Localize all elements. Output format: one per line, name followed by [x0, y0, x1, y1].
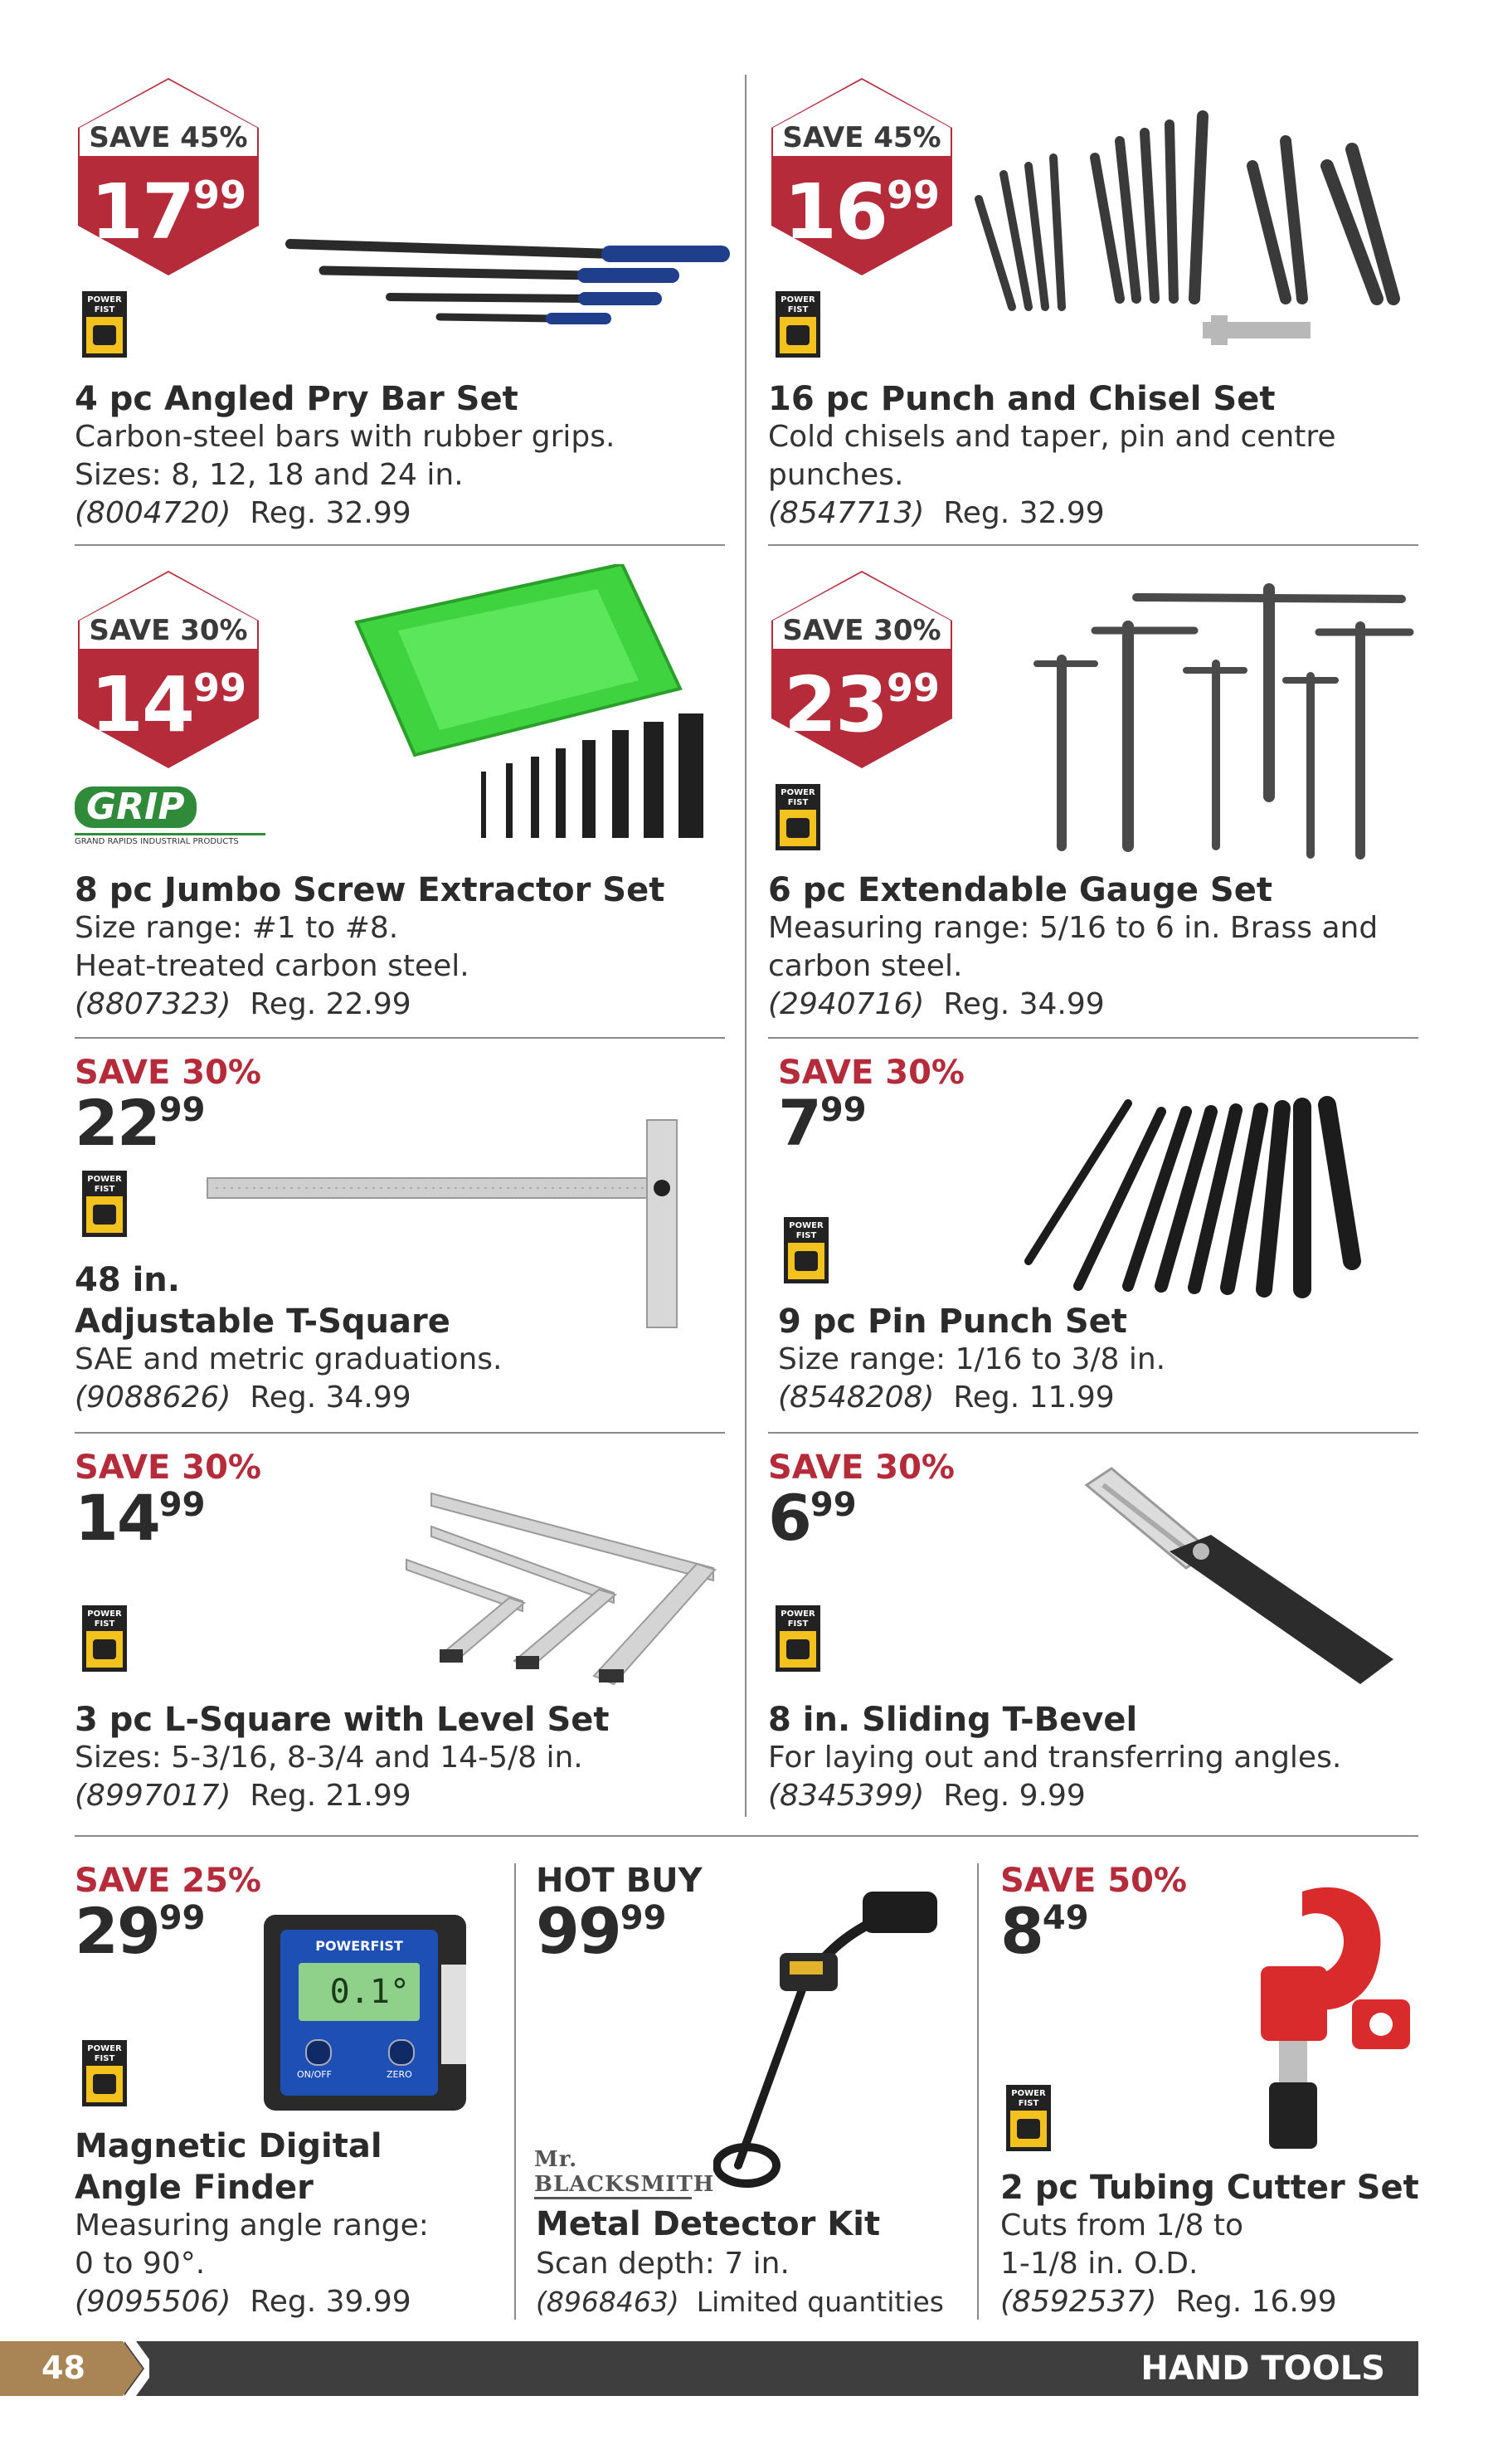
product-desc: Size range: #1 to #8. [75, 911, 399, 945]
column-divider [977, 1863, 979, 2320]
save-label: SAVE 45% [89, 121, 248, 154]
power-fist-logo [1005, 2084, 1052, 2152]
power-fist-logo [81, 1170, 128, 1238]
svg-text:POWER: POWER [781, 1609, 815, 1619]
price-badge [768, 567, 956, 772]
save-label: SAVE 30% [75, 1449, 261, 1487]
product-title: 48 in. [75, 1261, 180, 1299]
product-desc: Measuring range: 5/16 to 6 in. Brass and [768, 911, 1379, 945]
metal-detector-image [713, 1883, 962, 2190]
svg-text:POWER: POWER [789, 1221, 824, 1230]
product-desc: Measuring angle range: [75, 2208, 429, 2242]
save-label: SAVE 30% [75, 1054, 261, 1092]
product-title: Angle Finder [75, 2169, 314, 2207]
product-desc: Size range: 1/16 to 3/8 in. [778, 1342, 1166, 1376]
price-badge [768, 75, 956, 279]
reg-price: Reg. 21.99 [250, 1779, 411, 1813]
price [75, 1894, 206, 1968]
angle-finder-image [264, 1915, 466, 2111]
reg-price: Reg. 9.99 [943, 1779, 1086, 1813]
product-title: 8 in. Sliding T-Bevel [768, 1701, 1138, 1739]
power-fist-logo [775, 290, 821, 358]
price-cents: 99 [158, 1899, 206, 1937]
product-desc: Cuts from 1/8 to [1000, 2208, 1244, 2242]
reg-price: Reg. 34.99 [943, 987, 1105, 1021]
svg-text:FIST: FIST [787, 798, 809, 807]
column-divider [514, 1863, 516, 2320]
price-cents: 99 [620, 1899, 667, 1937]
svg-text:FIST: FIST [94, 305, 115, 314]
sku: (2940716) [768, 987, 925, 1021]
page-footer [0, 2341, 1493, 2396]
row-divider [768, 544, 1418, 546]
brand-name: GRIP [75, 786, 197, 828]
device-button-onoff: ON/OFF [297, 2069, 332, 2080]
reg-price: Reg. 22.99 [250, 987, 411, 1021]
tubing-cutter-image [1211, 1875, 1427, 2157]
svg-text:FIST: FIST [787, 305, 809, 314]
product-desc: 0 to 90°. [75, 2247, 206, 2281]
device-reading: 0.1° [329, 1973, 410, 2011]
screw-extractor-image [348, 564, 730, 863]
svg-text:FIST: FIST [787, 1619, 809, 1629]
price-cents: 99 [193, 173, 247, 217]
price-badge [75, 75, 262, 279]
product-desc: Cold chisels and taper, pin and centre [768, 420, 1336, 454]
save-label: SAVE 30% [778, 1054, 965, 1092]
sku: (8807323) [75, 987, 231, 1021]
reg-price: Limited quantities [696, 2286, 944, 2318]
save-label: SAVE 50% [1000, 1862, 1187, 1900]
product-desc: punches. [768, 458, 904, 492]
reg-price: Reg. 32.99 [250, 496, 411, 530]
sku: (8997017) [75, 1779, 231, 1813]
reg-price: Reg. 11.99 [953, 1381, 1115, 1415]
svg-text:POWER: POWER [781, 295, 815, 304]
pin-punch-image [1020, 1087, 1369, 1303]
svg-text:POWER: POWER [87, 295, 122, 304]
sku: (9095506) [75, 2285, 231, 2319]
sku: (8004720) [75, 496, 231, 530]
product-title: 8 pc Jumbo Screw Extractor Set [75, 871, 665, 909]
product-desc: Sizes: 8, 12, 18 and 24 in. [75, 458, 464, 492]
row-divider [768, 1037, 1418, 1039]
product-title: 4 pc Angled Pry Bar Set [75, 380, 518, 418]
price-cents: 49 [1042, 1899, 1089, 1937]
product-desc: For laying out and transferring angles. [768, 1741, 1342, 1775]
save-label: SAVE 25% [75, 1862, 261, 1900]
price-dollars: 22 [75, 1086, 159, 1160]
sku: (8592537) [1000, 2285, 1157, 2319]
product-title: Adjustable T-Square [75, 1303, 450, 1341]
brand-subtitle: GRAND RAPIDS INDUSTRIAL PRODUCTS [75, 833, 265, 846]
power-fist-logo [783, 1216, 829, 1284]
price-dollars: 8 [1000, 1894, 1043, 1968]
power-fist-logo [775, 1605, 821, 1673]
row-divider [75, 1432, 725, 1434]
price [768, 1481, 857, 1555]
price-dollars: 17 [90, 168, 193, 256]
power-fist-logo [81, 290, 128, 358]
product-title: Metal Detector Kit [536, 2205, 881, 2243]
price [536, 1894, 667, 1968]
product-title: 16 pc Punch and Chisel Set [768, 380, 1276, 418]
svg-text:POWER: POWER [87, 1609, 122, 1619]
svg-text:POWER: POWER [87, 2044, 122, 2053]
t-bevel-image [1070, 1460, 1402, 1701]
svg-text:POWER: POWER [781, 788, 815, 797]
save-label: SAVE 30% [89, 614, 248, 647]
sku: (8548208) [778, 1381, 935, 1415]
row-divider [75, 1037, 725, 1039]
product-title: 6 pc Extendable Gauge Set [768, 871, 1272, 909]
price-dollars: 14 [90, 660, 193, 749]
sku: (8968463) [536, 2286, 679, 2318]
product-title: 3 pc L-Square with Level Set [75, 1701, 610, 1739]
reg-price: Reg. 39.99 [250, 2285, 411, 2319]
grip-logo [75, 786, 265, 846]
device-brand: POWERFIST [315, 1938, 403, 1954]
sku: (8345399) [768, 1779, 925, 1813]
column-divider [745, 75, 746, 1817]
price-cents: 99 [193, 665, 247, 710]
svg-text:FIST: FIST [94, 1619, 115, 1629]
price-dollars: 99 [536, 1894, 620, 1968]
price-cents: 99 [887, 665, 941, 710]
price-dollars: 23 [783, 660, 887, 749]
sku: (9088626) [75, 1381, 231, 1415]
pry-bar-image [274, 232, 738, 340]
punch-chisel-image [970, 108, 1435, 357]
price-dollars: 14 [75, 1481, 159, 1555]
product-title: 2 pc Tubing Cutter Set [1000, 2169, 1419, 2207]
svg-text:POWER: POWER [87, 1175, 122, 1184]
blacksmith-logo [534, 2147, 715, 2199]
price-cents: 99 [887, 173, 941, 217]
section-title: HAND TOOLS [1140, 2350, 1385, 2388]
reg-price: Reg. 34.99 [250, 1381, 411, 1415]
price [778, 1086, 867, 1160]
price-cents: 99 [810, 1486, 857, 1524]
product-desc: Scan depth: 7 in. [536, 2247, 790, 2281]
price-cents: 99 [158, 1091, 206, 1129]
row-divider [75, 1835, 1418, 1837]
power-fist-logo [775, 783, 821, 851]
svg-text:FIST: FIST [94, 1185, 115, 1194]
svg-text:FIST: FIST [94, 2054, 115, 2063]
price-dollars: 6 [768, 1481, 810, 1555]
svg-text:FIST: FIST [1018, 2099, 1039, 2108]
product-desc: Carbon-steel bars with rubber grips. [75, 420, 615, 454]
gauge-set-image [1020, 581, 1418, 863]
power-fist-logo [81, 1605, 128, 1673]
l-square-image [390, 1477, 722, 1692]
save-label: HOT BUY [536, 1862, 703, 1900]
page-number: 48 [41, 2350, 85, 2386]
save-label: SAVE 30% [782, 614, 941, 647]
row-divider [768, 1432, 1418, 1434]
price [1000, 1894, 1089, 1968]
row-divider [75, 544, 725, 546]
sku: (8547713) [768, 496, 925, 530]
power-fist-logo [81, 2039, 128, 2107]
price-badge [75, 567, 262, 772]
svg-text:POWER: POWER [1011, 2089, 1046, 2098]
price-dollars: 29 [75, 1894, 159, 1968]
reg-price: Reg. 32.99 [943, 496, 1105, 530]
price [75, 1481, 206, 1555]
brand-name: Mr. BLACKSMITH [534, 2147, 715, 2197]
product-desc: 1-1/8 in. O.D. [1000, 2247, 1199, 2281]
reg-price: Reg. 16.99 [1175, 2285, 1337, 2319]
price-dollars: 16 [783, 168, 887, 256]
device-button-zero: ZERO [387, 2069, 412, 2080]
save-label: SAVE 45% [782, 121, 941, 154]
save-label: SAVE 30% [768, 1449, 955, 1487]
price-cents: 99 [819, 1091, 867, 1129]
price [75, 1086, 206, 1160]
price-cents: 99 [158, 1486, 206, 1524]
product-title: Magnetic Digital [75, 2127, 382, 2165]
product-desc: Sizes: 5-3/16, 8-3/4 and 14-5/8 in. [75, 1741, 583, 1775]
price-dollars: 7 [778, 1086, 820, 1160]
product-desc: carbon steel. [768, 949, 963, 983]
svg-text:FIST: FIST [795, 1231, 817, 1240]
product-title: 9 pc Pin Punch Set [778, 1303, 1127, 1341]
product-desc: Heat-treated carbon steel. [75, 949, 469, 983]
product-desc: SAE and metric graduations. [75, 1342, 503, 1376]
